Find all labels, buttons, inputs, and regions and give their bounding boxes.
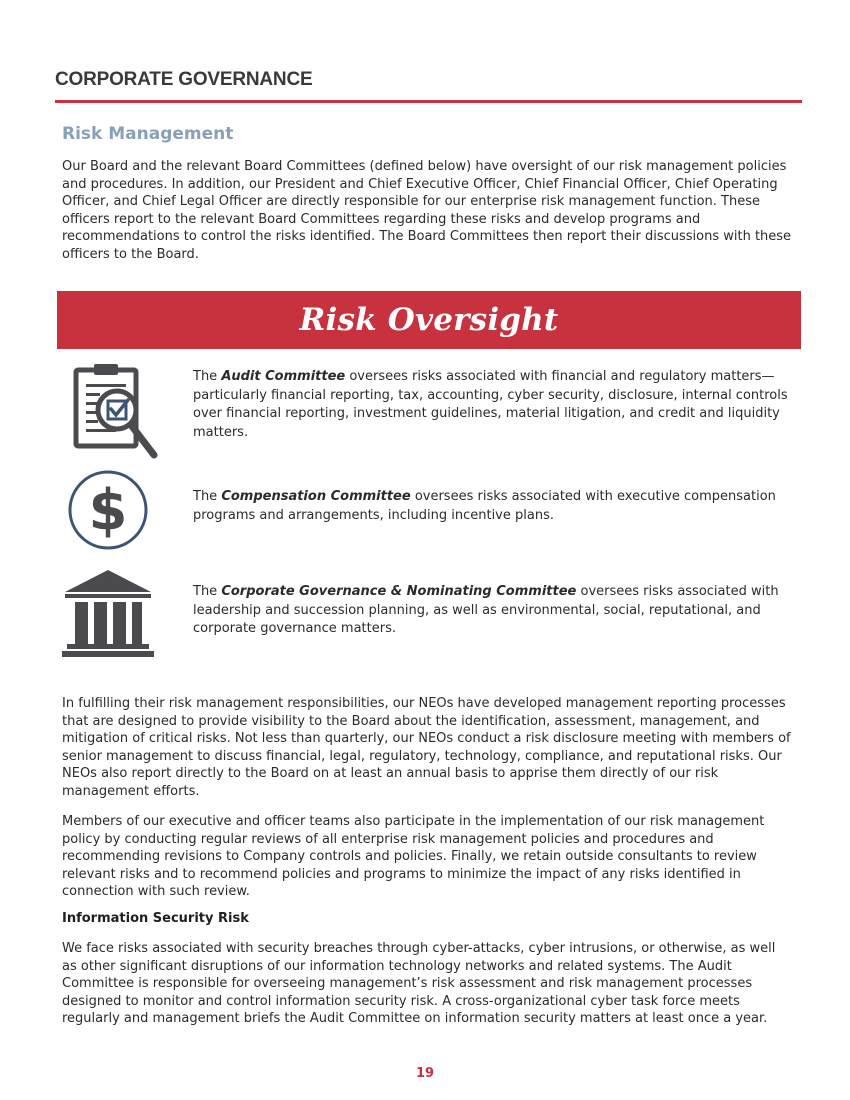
section-header: CORPORATE GOVERNANCE xyxy=(55,69,313,90)
audit-committee-name: Audit Committee xyxy=(221,369,346,384)
body-paragraph-1: In fulfilling their risk management responsibilities, our NEOs have developed management reporting processes that are designed to provide visibility to the Board about the identification, assessment, management, and mitigation of critical risks. Not less than quarterly, our NEOs conduct a risk disclosure meeting with members of senior management to discuss financial, legal, regulatory, technology, compliance, and reputational risks. Our NEOs also report directly to the Board on at least an annual basis to apprise them directly of our risk management efforts. xyxy=(62,696,791,799)
risk-oversight-banner xyxy=(57,291,801,349)
information-security-heading: Information Security Risk xyxy=(62,911,249,926)
body-paragraph-3: We face risks associated with security breaches through cyber-attacks, cyber intrusions, or otherwise, as well as other significant disruptions of our information technology networks and related systems. The Audit Committee is responsible for overseeing management’s risk assessment and risk management processes designed to monitor and control information security risk. A cross-organizational cyber task force meets regularly and management briefs the Audit Committee on information security matters at least once a year. xyxy=(62,941,776,1027)
risk-management-heading: Risk Management xyxy=(62,124,234,144)
header-divider xyxy=(55,100,802,103)
body-paragraph-2: Members of our executive and officer teams also participate in the implementation of our risk management policy by conducting regular reviews of all enterprise risk management policies and procedures and recommending revisions to Company controls and policies. Finally, we retain outside consultants to review relevant risks and to recommend policies and programs to minimize the impact of any risks identified in connection with such review. xyxy=(62,814,765,900)
clipboard-magnifier-icon xyxy=(70,362,160,466)
government-building-icon xyxy=(61,570,155,664)
svg-text:$: $ xyxy=(88,478,128,543)
banner-title: Risk Oversight xyxy=(299,302,559,338)
risk-management-intro: Our Board and the relevant Board Committees (defined below) have oversight of our risk management policies and procedures. In addition, our President and Chief Executive Officer, Chief Financial Officer, Chief Operating Officer, and Chief Legal Officer are directly responsible for our enterprise risk management function. These officers report to the relevant Board Committees regarding these risks and develop programs and recommendations to control the risks identified. The Board Committees then report their discussions with these officers to the Board. xyxy=(62,159,792,262)
governance-committee-name: Corporate Governance & Nominating Committee xyxy=(221,584,577,599)
compensation-committee-text: The Compensation Committee oversees risks associated with executive compensation programs and arrangements, including incentive plans. xyxy=(193,489,776,523)
dollar-coin-icon xyxy=(67,469,149,555)
page-number: 19 xyxy=(415,1066,435,1081)
audit-committee-text: The Audit Committee oversees risks associated with financial and regulatory matters—particularly financial reporting, tax, accounting, cyber security, disclosure, internal controls over financial reporting, investment guidelines, material litigation, and credit and liquidity matters. xyxy=(193,369,788,440)
compensation-committee-name: Compensation Committee xyxy=(221,489,411,504)
governance-committee-text: The Corporate Governance & Nominating Committee oversees risks associated with leadership and succession planning, as well as environmental, social, reputational, and corporate governance matters. xyxy=(193,584,779,636)
